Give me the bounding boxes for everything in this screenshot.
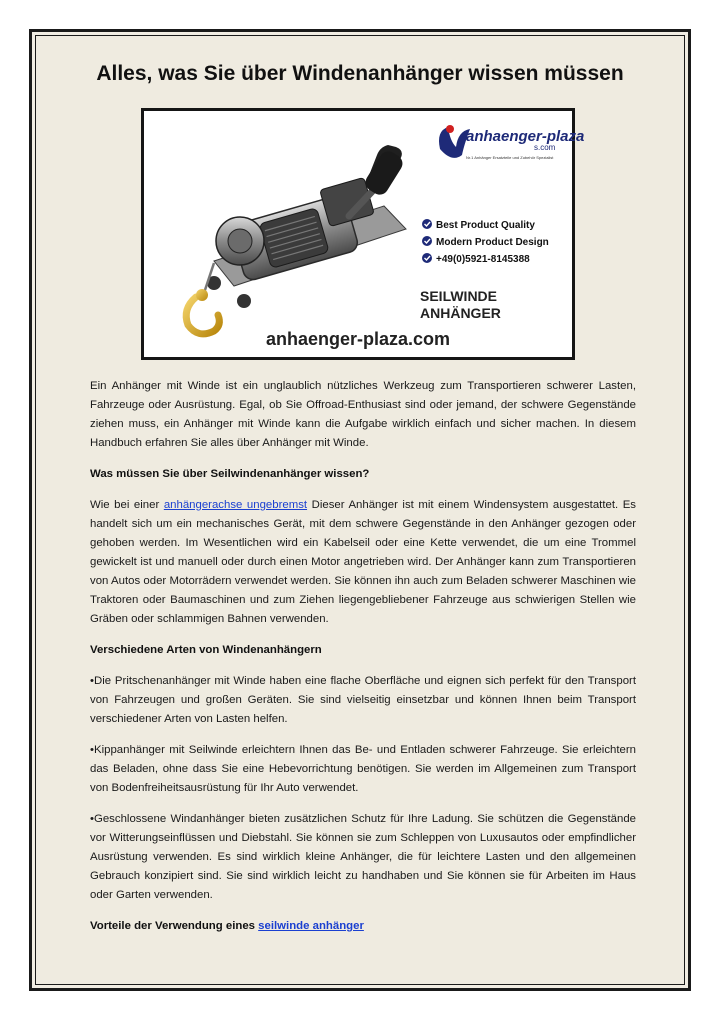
text-span: Dieser Anhänger ist mit einem Windensystem ausgestattet. Es handelt sich um ein mechanisches Gerät, mit dem schwere Gegenstände in den Anhänger gezogen oder gehoben werden. Im Wesentlichen wird ein Kabelseil oder eine Kette verwendet, die um eine Trommel gewickelt ist und manuell oder durch einen Motor angetrieben wird. Der Anhänger kann zum Transportieren von Autos oder Motorrädern verwendet werden. Sie können ihn auch zum Beladen schwerer Maschinen wie Traktoren oder Baumaschinen und zum Ziehen liegengebliebener Fahrzeuge aus schwierigen Stellen wie Gräben oder schlammigen Bahnen verwenden. [90,499,636,625]
product-name-line1: SEILWINDE [420,288,498,304]
logo-domain: s.com [534,143,556,152]
banner-image [144,111,585,357]
product-banner [141,108,585,360]
banner-domain: anhaenger-plaza.com [265,329,451,349]
section-heading: Was müssen Sie über Seilwindenanhänger wissen? [90,468,370,480]
feature-item: Modern Product Design [436,237,549,248]
section-heading: Verschiedene Arten von Windenanhängern [90,644,322,656]
article-body [90,377,636,948]
check-icon [422,253,432,263]
feature-item: Best Product Quality [436,220,535,231]
product-name-line2: ANHÄNGER [420,305,501,321]
intro-paragraph: Ein Anhänger mit Winde ist ein unglaublich nützliches Werkzeug zum Transportieren schwerer Lasten, Fahrzeuge oder Ausrüstung. Egal, ob Sie Offroad-Enthusiast sind oder jemand, der schwere Gegenstände ziehen muss, ein Anhänger mit Winde kann die Aufgabe wirklich einfach und sicher machen. In diesem Handbuch erfahren Sie alles über Anhänger mit Winde. [90,380,636,449]
text-span: Wie bei einer [90,499,164,511]
check-icon [422,236,432,246]
bullet-paragraph: •Kippanhänger mit Seilwinde erleichtern Ihnen das Be- und Entladen schwerer Fahrzeuge. Sie erleichtern das Beladen, ohne dass Sie eine Hebevorrichtung benötigen. Sie werden im Allgemeinen zum Transport von Bodenfreiheitsausrüstung für Ihr Auto verwendet. [90,744,636,794]
page-frame [29,29,691,991]
section-heading [90,917,636,936]
axle-link[interactable]: anhängerachse ungebremst [163,499,308,511]
page-title: Alles, was Sie über Windenanhänger wissen müssen [96,62,624,85]
text-span: Vorteile der Verwendung eines [90,920,259,932]
body-paragraph [90,496,636,629]
logo-name: anhaenger-plaza [466,128,585,145]
winch-trailer-link[interactable]: seilwinde anhänger [258,920,364,932]
check-icon [422,219,432,229]
bullet-paragraph: •Geschlossene Windanhänger bieten zusätzlichen Schutz für Ihre Ladung. Sie schützen die Gegenstände vor Witterungseinflüssen und Diebstahl. Sie können sie zum Schleppen von Luxusautos oder empfindlicher Ausrüstung verwenden. Es sind wirklich kleine Anhänger, die für leichtere Lasten und den allgemeinen Gebrauch konzipiert sind. Sie sind wirklich leicht zu handhaben und Sie können sie für Arbeiten im Haus oder Garten verwenden. [90,813,636,901]
page [35,35,685,985]
logo-tagline: Nr.1 Anhänger Ersatzteile und Zubehör Spezialist [466,155,554,160]
bullet-paragraph: •Die Pritschenanhänger mit Winde haben eine flache Oberfläche und eignen sich perfekt für den Transport von Fahrzeugen und großen Geräten. Sie sind vielseitig einsetzbar und können Ihnen beim Transport verschiedener Arten von Lasten helfen. [90,675,636,725]
feature-item: +49(0)5921-8145388 [436,254,530,265]
